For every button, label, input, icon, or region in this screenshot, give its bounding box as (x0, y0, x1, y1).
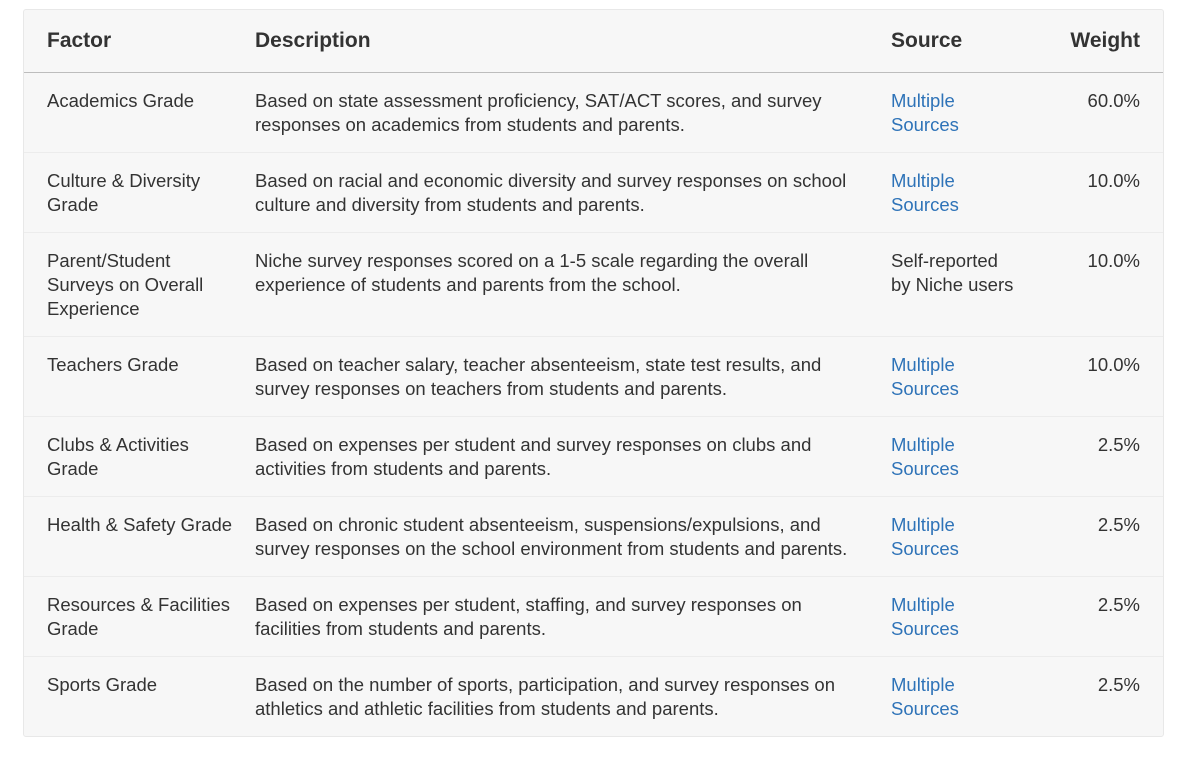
weight-cell: 2.5% (1019, 577, 1163, 657)
source-link[interactable]: Multiple Sources (891, 337, 1019, 417)
table-header (24, 10, 1163, 73)
factors-table (24, 10, 1163, 736)
weight-cell: 2.5% (1097, 674, 1140, 695)
factor-cell: Health & Safety Grade (24, 497, 255, 577)
factors-table-container (23, 9, 1164, 737)
factor-cell: Parent/Student Surveys on Overall Experience (24, 233, 255, 337)
column-header-source: Source (891, 10, 1019, 73)
header-row (24, 10, 1163, 73)
column-header-weight: Weight (1019, 10, 1163, 73)
description-cell: Based on chronic student absenteeism, suspensions/expulsions, and survey responses on the school environment from students and parents. (255, 497, 891, 577)
factor-cell: Sports Grade (47, 674, 158, 695)
description-cell: Based on expenses per student and survey responses on clubs and activities from students and parents. (255, 417, 891, 497)
description-cell: Based on teacher salary, teacher absenteeism, state test results, and survey responses on teachers from students and parents. (255, 337, 891, 417)
factor-cell: Academics Grade (24, 73, 255, 153)
weight-cell: 2.5% (1019, 497, 1163, 577)
weight-cell: 10.0% (1019, 337, 1163, 417)
table-row (24, 233, 1163, 337)
table-row (24, 417, 1163, 497)
table-row (24, 73, 1163, 153)
source-link[interactable]: Multiple Sources (891, 153, 1019, 233)
table-row (24, 497, 1163, 577)
table-row (24, 577, 1163, 657)
factor-cell: Resources & Facilities Grade (24, 577, 255, 657)
source-link[interactable]: Multiple Sources (891, 497, 1019, 577)
weight-cell: 10.0% (1019, 233, 1163, 337)
factor-cell: Teachers Grade (24, 337, 255, 417)
factor-cell: Culture & Diversity Grade (24, 153, 255, 233)
table-row (24, 153, 1163, 233)
source-text: Self-reported by Niche users (891, 233, 1019, 337)
table-row (24, 657, 1163, 737)
factor-cell: Clubs & Activities Grade (24, 417, 255, 497)
description-cell: Based on racial and economic diversity and survey responses on school culture and diversity from students and parents. (255, 153, 891, 233)
description-cell: Based on the number of sports, participation, and survey responses on athletics and athletic facilities from students and parents. (255, 674, 836, 719)
source-link[interactable]: Multiple Sources (891, 674, 959, 719)
weight-cell: 60.0% (1019, 73, 1163, 153)
description-cell: Niche survey responses scored on a 1-5 scale regarding the overall experience of students and parents from the school. (255, 233, 891, 337)
column-header-description: Description (255, 10, 891, 73)
source-link[interactable]: Multiple Sources (891, 417, 1019, 497)
weight-cell: 10.0% (1019, 153, 1163, 233)
weight-cell: 2.5% (1019, 417, 1163, 497)
description-cell: Based on state assessment proficiency, SAT/ACT scores, and survey responses on academics from students and parents. (255, 73, 891, 153)
source-link[interactable]: Multiple Sources (891, 577, 1019, 657)
table-row (24, 337, 1163, 417)
table-body (24, 73, 1163, 737)
source-link[interactable]: Multiple Sources (891, 73, 1019, 153)
column-header-factor: Factor (24, 10, 255, 73)
description-cell: Based on expenses per student, staffing, and survey responses on facilities from students and parents. (255, 577, 891, 657)
